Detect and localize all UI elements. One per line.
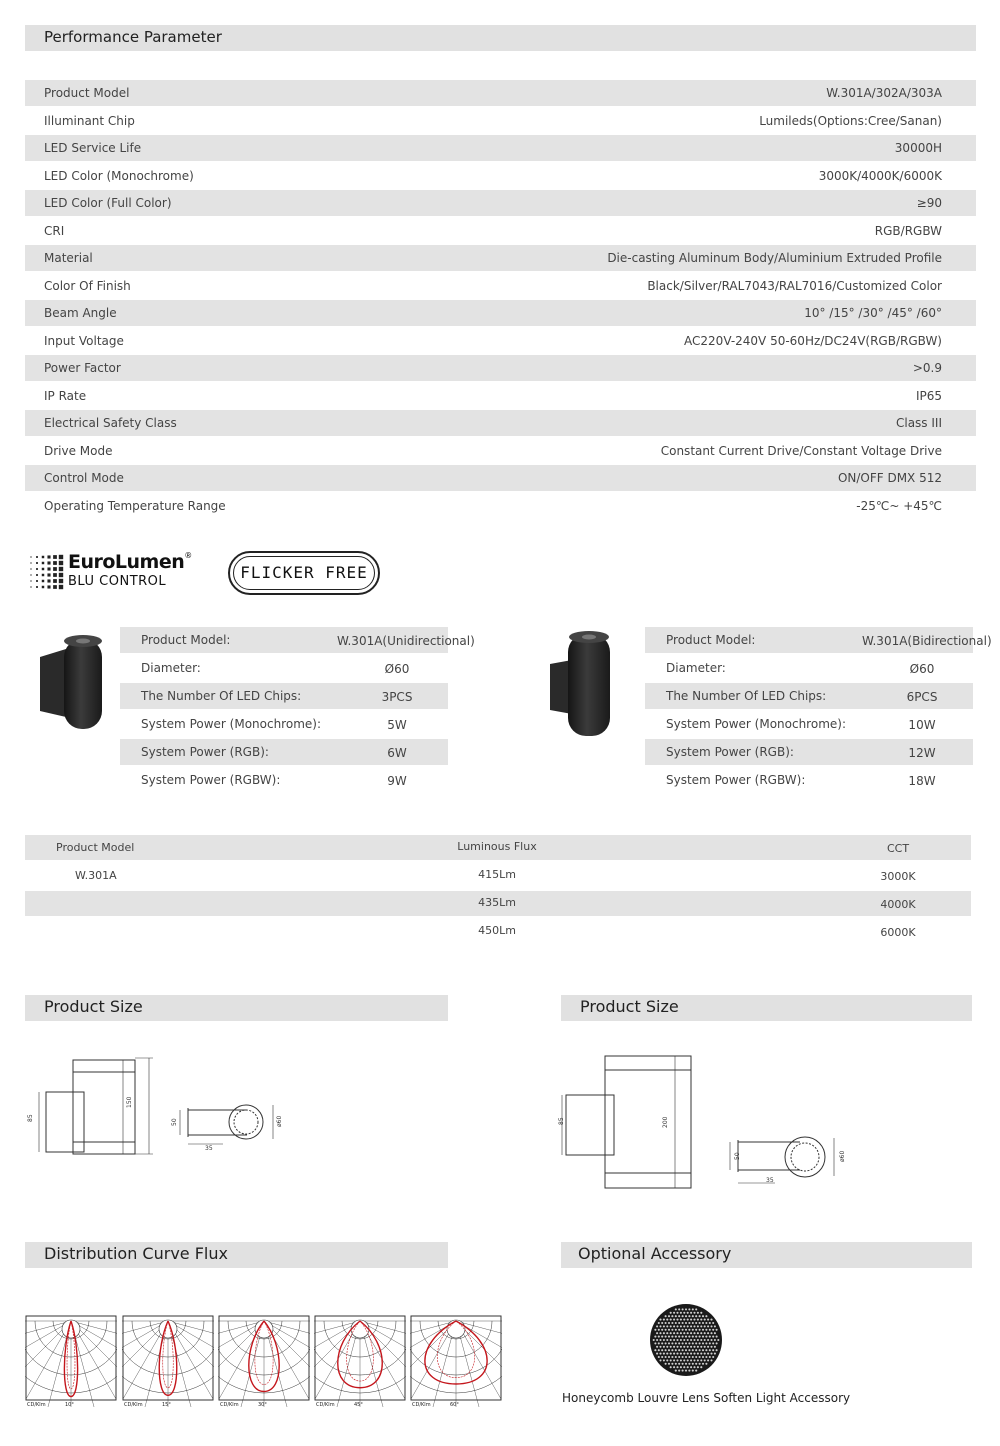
spec-row [645, 711, 973, 739]
param-value: W.301A/302A/303A [826, 86, 942, 100]
table-row [25, 80, 976, 106]
spec-table-left [120, 627, 475, 795]
param-value: Die-casting Aluminum Body/Aluminium Extruded Profile [607, 251, 942, 265]
product-size-header-left [25, 995, 448, 1021]
param-label: CRI [44, 223, 65, 238]
spec-value: 10W [908, 718, 936, 732]
polar-angle-label: 45° [354, 1402, 363, 1407]
spec-value: 18W [908, 774, 936, 788]
logo-registered: ® [184, 551, 193, 560]
table-row [25, 355, 976, 381]
spec-label: Product Model: [141, 633, 231, 647]
product-image-unidirectional [34, 631, 106, 735]
spec-row [645, 683, 973, 709]
accessory-title: Optional Accessory [578, 1244, 732, 1263]
table-row [25, 493, 976, 519]
distribution-title: Distribution Curve Flux [44, 1244, 228, 1263]
flux-cell-model: W.301A [75, 869, 117, 882]
product-size-title-right: Product Size [580, 997, 679, 1016]
spec-label: System Power (Monochrome): [141, 717, 321, 731]
param-label: Material [44, 251, 93, 265]
flux-cell-cct: 4000K [880, 898, 916, 911]
table-row [25, 465, 976, 491]
spec-label: Diameter: [141, 661, 201, 675]
product-size-header-right [561, 995, 972, 1021]
spec-row [120, 655, 448, 683]
spec-label: System Power (RGBW): [666, 773, 806, 787]
spec-label: The Number Of LED Chips: [141, 689, 302, 703]
polar-unit-label: CD/Klm [27, 1402, 46, 1407]
polar-unit-label: CD/Klm [124, 1402, 143, 1407]
param-value: ON/OFF DMX 512 [837, 471, 942, 485]
param-value: >0.9 [912, 361, 942, 375]
table-row [25, 328, 976, 354]
spec-row [645, 739, 973, 765]
param-value: IP65 [915, 388, 942, 403]
spec-value: 5W [387, 718, 407, 732]
spec-table-right [645, 627, 992, 795]
table-row [25, 273, 976, 299]
spec-label: System Power (RGBW): [141, 773, 281, 787]
table-row [25, 218, 976, 244]
param-label: LED Color (Full Color) [44, 196, 172, 210]
flicker-free-text: FLICKER FREE [240, 563, 368, 582]
param-value: Lumileds(Options:Cree/Sanan) [759, 113, 942, 128]
param-value: -25℃~ +45℃ [856, 498, 942, 513]
param-label: Input Voltage [44, 333, 124, 348]
size-drawing-left [25, 1050, 325, 1165]
flux-cell-flux: 435Lm [478, 896, 516, 909]
logo-grid-icon [28, 554, 64, 590]
flux-header-flux: Luminous Flux [457, 840, 537, 853]
table-row [25, 163, 976, 189]
param-label: Electrical Safety Class [44, 416, 177, 430]
dim-depth: 50 [734, 1152, 741, 1160]
table-row [25, 135, 976, 161]
spec-row [120, 627, 475, 653]
polar-angle-label: 10° [65, 1402, 74, 1407]
spec-label: Product Model: [666, 633, 756, 647]
table-row [25, 863, 971, 888]
dim-offset: 35 [205, 1145, 213, 1152]
table-row [25, 919, 971, 944]
flux-cell-flux: 415Lm [478, 868, 516, 881]
spec-row [120, 711, 448, 739]
dim-height-body: 85 [27, 1114, 34, 1122]
param-label: Power Factor [44, 361, 121, 375]
param-label: IP Rate [44, 388, 87, 403]
param-label: Illuminant Chip [44, 113, 135, 128]
dim-height-total: 200 [662, 1116, 669, 1128]
spec-row [120, 683, 448, 709]
polar-chart-10 [25, 1315, 117, 1407]
spec-label: System Power (RGB): [141, 745, 269, 759]
polar-angle-label: 60° [450, 1402, 459, 1407]
dim-height-total: 150 [126, 1096, 133, 1108]
spec-row [120, 739, 448, 765]
table-row [25, 190, 976, 216]
param-value: Black/Silver/RAL7043/RAL7016/Customized Color [647, 278, 942, 293]
size-drawing-right [550, 1050, 870, 1192]
polar-chart-60 [410, 1315, 502, 1407]
table-row [25, 300, 976, 326]
spec-row [645, 767, 973, 795]
param-value: AC220V-240V 50-60Hz/DC24V(RGB/RGBW) [684, 333, 942, 348]
flicker-free-badge [228, 551, 380, 595]
flux-cell-cct: 6000K [880, 926, 916, 939]
polar-unit-label: CD/Klm [220, 1402, 239, 1407]
spec-value: 3PCS [381, 690, 413, 704]
spec-label: Diameter: [666, 661, 726, 675]
spec-value: Ø60 [909, 662, 935, 676]
dim-diameter: ø60 [276, 1115, 283, 1127]
flux-header-model: Product Model [56, 841, 135, 854]
param-value: ≥90 [916, 196, 942, 210]
param-label: Operating Temperature Range [44, 498, 226, 513]
param-value: 30000H [894, 141, 942, 155]
spec-label: System Power (RGB): [666, 745, 794, 759]
table-row [25, 438, 976, 464]
table-row [25, 245, 976, 271]
spec-value: W.301A(Unidirectional) [337, 634, 475, 648]
performance-header [25, 25, 976, 51]
polar-unit-label: CD/Klm [316, 1402, 335, 1407]
flux-header-cct: CCT [886, 842, 910, 855]
param-value: 3000K/4000K/6000K [818, 168, 942, 183]
polar-angle-label: 30° [258, 1402, 267, 1407]
spec-value: 12W [908, 746, 936, 760]
spec-row [645, 627, 992, 653]
distribution-header [25, 1242, 448, 1268]
param-label: LED Service Life [44, 141, 142, 155]
performance-title: Performance Parameter [44, 28, 222, 46]
product-size-title-left: Product Size [44, 997, 143, 1016]
eurolumen-logo [28, 551, 193, 592]
param-label: Drive Mode [44, 443, 113, 458]
polar-chart-15 [122, 1315, 214, 1407]
flux-table-header [25, 835, 971, 860]
param-label: LED Color (Monochrome) [44, 168, 194, 183]
honeycomb-lens-image [648, 1302, 724, 1378]
logo-sub-text: BLU CONTROL [68, 574, 167, 589]
spec-value: Ø60 [384, 662, 410, 676]
spec-label: System Power (Monochrome): [666, 717, 846, 731]
spec-row [120, 767, 448, 795]
param-value: 10° /15° /30° /45° /60° [804, 306, 942, 320]
spec-value: W.301A(Bidirectional) [862, 634, 992, 648]
dim-offset: 35 [766, 1177, 774, 1184]
spec-value: 6PCS [906, 690, 938, 704]
polar-chart-30 [218, 1315, 310, 1407]
param-label: Product Model [44, 86, 130, 100]
param-label: Beam Angle [44, 306, 117, 320]
polar-unit-label: CD/Klm [412, 1402, 431, 1407]
accessory-caption: Honeycomb Louvre Lens Soften Light Accessory [562, 1391, 851, 1405]
dim-depth: 50 [171, 1118, 178, 1126]
flux-cell-cct: 3000K [880, 870, 916, 883]
dim-height-body: 85 [558, 1117, 565, 1125]
flux-cell-flux: 450Lm [478, 924, 516, 937]
polar-angle-label: 15° [162, 1402, 171, 1407]
dim-diameter: ø60 [839, 1150, 846, 1162]
param-label: Color Of Finish [44, 278, 131, 293]
spec-label: The Number Of LED Chips: [666, 689, 827, 703]
logo-brand-text: EuroLumen [68, 551, 185, 573]
param-label: Control Mode [44, 471, 124, 485]
table-row [25, 108, 976, 134]
accessory-header [561, 1242, 972, 1268]
param-value: RGB/RGBW [874, 223, 942, 238]
param-value: Class III [895, 416, 942, 430]
param-value: Constant Current Drive/Constant Voltage Drive [660, 443, 942, 458]
table-row [25, 383, 976, 409]
spec-value: 6W [387, 746, 407, 760]
spec-value: 9W [387, 774, 407, 788]
polar-chart-45 [314, 1315, 406, 1407]
product-image-bidirectional [548, 630, 614, 740]
table-row [25, 891, 971, 916]
spec-row [645, 655, 973, 683]
table-row [25, 410, 976, 436]
